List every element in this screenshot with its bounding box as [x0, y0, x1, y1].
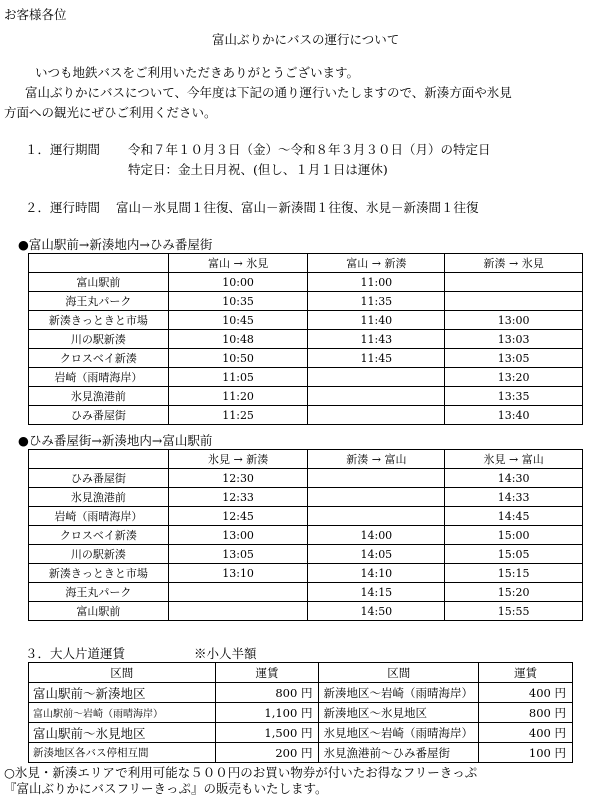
time-cell — [308, 507, 445, 526]
header-col: 氷見 → 富山 — [445, 450, 583, 469]
intro-line-1: いつも地鉄バスをご利用いただきありがとうございます。 — [35, 65, 360, 80]
stop-name: 海王丸パーク — [29, 292, 169, 311]
fare-amount: 400 円 — [479, 683, 573, 703]
stop-name: 富山駅前 — [29, 273, 169, 292]
time-cell: 14:50 — [308, 602, 445, 621]
time-cell: 14:30 — [445, 469, 583, 488]
table-header-row — [29, 450, 583, 469]
fare-amount: 400 円 — [479, 723, 573, 743]
time-cell: 13:00 — [168, 526, 308, 545]
time-cell: 10:48 — [168, 330, 308, 349]
time-cell: 13:10 — [168, 564, 308, 583]
intro-line-3: 方面への観光にぜひご利用ください。 — [4, 105, 217, 120]
stop-name: 新湊きっときと市場 — [29, 311, 169, 330]
fare-amount: 800 円 — [479, 703, 573, 723]
stop-name: 岩崎（雨晴海岸） — [29, 507, 169, 526]
section1-specific-days: 特定日：金土日月祝、(但し、１月１日は運休) — [128, 162, 388, 177]
table-row — [29, 368, 583, 387]
fare-section: 富山駅前～新湊地区 — [29, 683, 216, 703]
time-cell: 13:40 — [445, 406, 583, 425]
timetable-inbound — [28, 449, 583, 621]
time-cell: 15:15 — [445, 564, 583, 583]
time-cell — [308, 387, 445, 406]
time-cell: 11:35 — [308, 292, 445, 311]
stop-name: 川の駅新湊 — [29, 545, 169, 564]
table2-heading: ●ひみ番屋街→新湊地内→富山駅前 — [18, 433, 213, 448]
greeting: お客様各位 — [4, 7, 67, 22]
time-cell: 10:50 — [168, 349, 308, 368]
time-cell: 10:00 — [168, 273, 308, 292]
stop-name: 氷見漁港前 — [29, 387, 169, 406]
section1-label: １．運行期間 — [25, 142, 101, 157]
intro-line-2: 富山ぶりかにバスについて、今年度は下記の通り運行いたしますので、新湊方面や氷見 — [25, 85, 512, 100]
time-cell: 14:33 — [445, 488, 583, 507]
time-cell: 13:05 — [168, 545, 308, 564]
table1-heading: ●富山駅前→新湊地内→ひみ番屋街 — [18, 237, 213, 252]
time-cell: 11:00 — [308, 273, 445, 292]
page-title: 富山ぶりかにバスの運行について — [212, 32, 400, 47]
time-cell — [168, 583, 308, 602]
table-row — [29, 330, 583, 349]
child-fare-note: ※小人半額 — [194, 646, 257, 661]
time-cell: 11:25 — [168, 406, 308, 425]
stop-name: 海王丸パーク — [29, 583, 169, 602]
header-stop — [29, 450, 169, 469]
stop-name: 富山駅前 — [29, 602, 169, 621]
time-cell: 13:00 — [445, 311, 583, 330]
time-cell: 15:20 — [445, 583, 583, 602]
time-cell: 10:45 — [168, 311, 308, 330]
section3-label: ３．大人片道運賃 — [25, 646, 126, 661]
section1-period: 令和７年１０月３日（金）～令和８年３月３０日（月）の特定日 — [128, 142, 491, 157]
table-row — [29, 469, 583, 488]
stop-name: クロスベイ新湊 — [29, 349, 169, 368]
stop-name: 氷見漁港前 — [29, 488, 169, 507]
time-cell: 14:15 — [308, 583, 445, 602]
time-cell: 15:55 — [445, 602, 583, 621]
table-row — [29, 387, 583, 406]
time-cell — [445, 292, 583, 311]
fare-amount: 1,100 円 — [215, 703, 319, 723]
table-row — [29, 311, 583, 330]
table-row — [29, 292, 583, 311]
table-row — [29, 602, 583, 621]
time-cell — [168, 602, 308, 621]
table-row — [29, 349, 583, 368]
fare-section: 新湊地区各バス停相互間 — [29, 743, 216, 763]
stop-name: ひみ番屋街 — [29, 469, 169, 488]
fare-row — [29, 703, 573, 723]
fare-section: 新湊地区～氷見地区 — [319, 703, 479, 723]
time-cell: 12:30 — [168, 469, 308, 488]
header-col: 新湊 → 氷見 — [445, 254, 583, 273]
header-stop — [29, 254, 169, 273]
table-row — [29, 507, 583, 526]
time-cell: 11:05 — [168, 368, 308, 387]
fare-amount: 200 円 — [215, 743, 319, 763]
time-cell: 15:00 — [445, 526, 583, 545]
time-cell: 10:35 — [168, 292, 308, 311]
stop-name: 川の駅新湊 — [29, 330, 169, 349]
header-fare: 運賃 — [479, 663, 573, 683]
time-cell: 14:45 — [445, 507, 583, 526]
free-ticket-note-2: 『富山ぶりかにバスフリーきっぷ』の販売もいたします。 — [4, 781, 328, 796]
header-col: 新湊 → 富山 — [308, 450, 445, 469]
fare-header-row — [29, 663, 573, 683]
time-cell — [308, 368, 445, 387]
stop-name: 岩崎（雨晴海岸） — [29, 368, 169, 387]
time-cell: 12:45 — [168, 507, 308, 526]
fare-section: 氷見漁港前～ひみ番屋街 — [319, 743, 479, 763]
free-ticket-note-1: ○氷見・新湊エリアで利用可能な５００円のお買い物券が付いたお得なフリーきっぷ — [4, 765, 478, 780]
fare-row — [29, 743, 573, 763]
table-row — [29, 406, 583, 425]
time-cell: 14:00 — [308, 526, 445, 545]
time-cell: 15:05 — [445, 545, 583, 564]
time-cell: 11:45 — [308, 349, 445, 368]
fare-amount: 1,500 円 — [215, 723, 319, 743]
time-cell: 13:05 — [445, 349, 583, 368]
section2-label: ２．運行時間 — [25, 200, 101, 215]
fare-section: 富山駅前～岩崎（雨晴海岸） — [29, 703, 216, 723]
time-cell: 13:20 — [445, 368, 583, 387]
time-cell: 12:33 — [168, 488, 308, 507]
table-row — [29, 273, 583, 292]
header-col: 富山 → 新湊 — [308, 254, 445, 273]
table-header-row — [29, 254, 583, 273]
table-row — [29, 526, 583, 545]
fare-amount: 100 円 — [479, 743, 573, 763]
fare-section: 新湊地区～岩崎（雨晴海岸） — [319, 683, 479, 703]
time-cell — [308, 406, 445, 425]
time-cell: 11:20 — [168, 387, 308, 406]
fare-row — [29, 723, 573, 743]
fare-section: 氷見地区～岩崎（雨晴海岸） — [319, 723, 479, 743]
table-row — [29, 488, 583, 507]
time-cell: 13:35 — [445, 387, 583, 406]
fare-amount: 800 円 — [215, 683, 319, 703]
time-cell: 14:10 — [308, 564, 445, 583]
table-row — [29, 583, 583, 602]
stop-name: ひみ番屋街 — [29, 406, 169, 425]
time-cell — [445, 273, 583, 292]
time-cell: 14:05 — [308, 545, 445, 564]
table-row — [29, 545, 583, 564]
time-cell: 11:43 — [308, 330, 445, 349]
header-section: 区間 — [29, 663, 216, 683]
timetable-outbound — [28, 253, 583, 425]
table-row — [29, 564, 583, 583]
fare-row — [29, 683, 573, 703]
fare-section: 富山駅前～氷見地区 — [29, 723, 216, 743]
header-col: 富山 → 氷見 — [168, 254, 308, 273]
time-cell — [308, 488, 445, 507]
time-cell — [308, 469, 445, 488]
stop-name: 新湊きっときと市場 — [29, 564, 169, 583]
time-cell: 13:03 — [445, 330, 583, 349]
time-cell: 11:40 — [308, 311, 445, 330]
fare-table — [28, 662, 573, 763]
header-fare: 運賃 — [215, 663, 319, 683]
section2-text: 富山－氷見間１往復、富山－新湊間１往復、氷見－新湊間１往復 — [116, 200, 479, 215]
header-section: 区間 — [319, 663, 479, 683]
header-col: 氷見 → 新湊 — [168, 450, 308, 469]
stop-name: クロスベイ新湊 — [29, 526, 169, 545]
